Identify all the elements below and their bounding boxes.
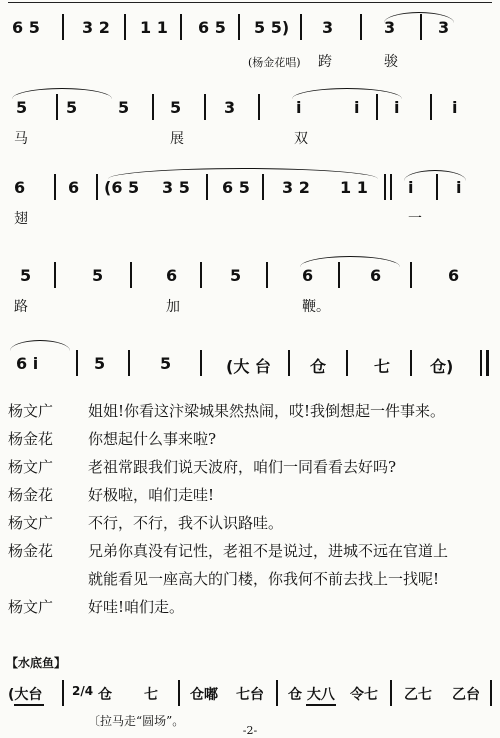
bar-line bbox=[62, 14, 64, 40]
note: 6 5 bbox=[12, 18, 40, 37]
speech-text: 就能看见一座高大的门楼，你我何不前去找上一找呢! bbox=[88, 570, 440, 588]
speech-text: 好哇!咱们走。 bbox=[88, 598, 185, 616]
bar-line bbox=[490, 680, 492, 706]
bar-line bbox=[346, 350, 348, 376]
bar-line bbox=[288, 350, 290, 376]
note: 5 bbox=[160, 354, 172, 373]
note: (6 5 bbox=[104, 178, 140, 197]
note: 5 bbox=[92, 266, 104, 285]
bar-line bbox=[238, 14, 240, 40]
percussion-note: (大台 bbox=[8, 687, 43, 703]
bar-line bbox=[384, 174, 386, 200]
note: 6 bbox=[14, 178, 26, 197]
lyric: 跨 bbox=[318, 54, 332, 70]
bar-line bbox=[258, 94, 260, 120]
note: 3 bbox=[224, 98, 236, 117]
bar-line bbox=[96, 174, 98, 200]
bar-line bbox=[124, 14, 126, 40]
speech-text: 好极啦，咱们走哇! bbox=[88, 486, 215, 504]
speech-text: 兄弟你真没有记性，老祖不是说过，进城不远在官道上 bbox=[88, 542, 449, 560]
bar-line bbox=[152, 94, 154, 120]
slur bbox=[384, 12, 454, 23]
final-bar-line bbox=[480, 350, 482, 376]
note: 3 2 bbox=[82, 18, 110, 37]
speaker-name: 杨金花 bbox=[8, 486, 54, 504]
speaker-name: 杨文广 bbox=[8, 402, 54, 420]
bar-line bbox=[436, 174, 438, 200]
final-bar-line bbox=[486, 350, 489, 376]
beam bbox=[306, 704, 336, 706]
dialogue-line bbox=[8, 512, 492, 540]
bar-line bbox=[300, 14, 302, 40]
note: 1 1 bbox=[140, 18, 168, 37]
note: 3 5 bbox=[162, 178, 190, 197]
note: 3 2 bbox=[282, 178, 310, 197]
slur bbox=[10, 340, 70, 351]
percussion-row bbox=[0, 672, 500, 712]
bar-line bbox=[200, 350, 202, 376]
note: i bbox=[408, 178, 414, 197]
percussion-note: 乙台 bbox=[452, 687, 480, 703]
speech-text: 不行，不行，我不认识路哇。 bbox=[88, 514, 284, 532]
percussion-note: 仓 大八 bbox=[288, 687, 335, 703]
bar-line bbox=[206, 174, 208, 200]
bar-line bbox=[410, 350, 412, 376]
speaker-name: 杨文广 bbox=[8, 514, 54, 532]
percussion-note: 仓嘟 bbox=[190, 687, 218, 703]
note: i bbox=[456, 178, 462, 197]
note: 6 bbox=[68, 178, 80, 197]
note: 6 bbox=[370, 266, 382, 285]
bar-line bbox=[200, 262, 202, 288]
percussion-note: 七台 bbox=[236, 687, 264, 703]
bar-line bbox=[62, 680, 64, 706]
note: 3 bbox=[438, 18, 450, 37]
note: 6 bbox=[448, 266, 460, 285]
stage-direction: 〔拉马走“圆场”。 bbox=[88, 714, 185, 728]
lyric: 骏 bbox=[384, 54, 398, 70]
note: i bbox=[296, 98, 302, 117]
speech-text: 你想起什么事来啦? bbox=[88, 430, 217, 448]
note: 5 bbox=[94, 354, 106, 373]
score-row-2 bbox=[0, 82, 500, 152]
dialogue-line bbox=[8, 484, 492, 512]
lyric: 马 bbox=[14, 131, 28, 147]
bar-line bbox=[430, 94, 432, 120]
note: 6 5 bbox=[222, 178, 250, 197]
dialogue-block bbox=[8, 400, 492, 624]
dialogue-line bbox=[8, 540, 492, 568]
note: 6 bbox=[302, 266, 314, 285]
note: 3 bbox=[322, 18, 334, 37]
singer-label: (杨金花唱) bbox=[248, 56, 301, 69]
bar-line bbox=[76, 350, 78, 376]
dialogue-line bbox=[8, 568, 492, 596]
percussion-note: 七 bbox=[144, 687, 158, 703]
percussion-note: 仓 bbox=[98, 687, 112, 703]
bar-line bbox=[178, 680, 180, 706]
note: 5 bbox=[16, 98, 28, 117]
note: 仓) bbox=[430, 357, 454, 376]
lyric: 翅 bbox=[14, 211, 28, 227]
bar-line bbox=[360, 14, 362, 40]
tune-name: 【水底鱼】 bbox=[6, 656, 67, 670]
score-row-5 bbox=[0, 336, 500, 386]
speech-text: 姐姐!你看这汴梁城果然热闹，哎!我倒想起一件事来。 bbox=[88, 402, 446, 420]
speaker-name: 杨文广 bbox=[8, 458, 54, 476]
note: 3 bbox=[384, 18, 396, 37]
bar-line bbox=[338, 262, 340, 288]
lyric: 双 bbox=[294, 131, 308, 147]
bar-line bbox=[180, 14, 182, 40]
percussion-note: 令七 bbox=[350, 687, 378, 703]
time-signature: 2/4 bbox=[72, 684, 94, 698]
bar-line bbox=[56, 94, 58, 120]
lyric: 一 bbox=[408, 211, 422, 227]
speaker-name: 杨金花 bbox=[8, 430, 54, 448]
page-number: -2- bbox=[242, 724, 258, 737]
note: 5 bbox=[118, 98, 130, 117]
note: 5 bbox=[20, 266, 32, 285]
lyric: 鞭。 bbox=[302, 299, 330, 315]
speaker-name: 杨文广 bbox=[8, 598, 54, 616]
note: 5 bbox=[66, 98, 78, 117]
score-row-4 bbox=[0, 250, 500, 320]
dialogue-line bbox=[8, 428, 492, 456]
lyric: 加 bbox=[166, 299, 180, 315]
note: 七 bbox=[374, 357, 391, 376]
note: 5 5) bbox=[254, 18, 290, 37]
note: 6 bbox=[166, 266, 178, 285]
bar-line bbox=[130, 262, 132, 288]
bar-line bbox=[262, 174, 264, 200]
dialogue-line bbox=[8, 596, 492, 624]
lyric: 路 bbox=[14, 299, 28, 315]
slur bbox=[292, 88, 402, 99]
dialogue-line bbox=[8, 400, 492, 428]
bar-line bbox=[266, 262, 268, 288]
note: i bbox=[394, 98, 400, 117]
bar-line bbox=[54, 174, 56, 200]
bar-line bbox=[376, 94, 378, 120]
note: 5 bbox=[230, 266, 242, 285]
score-row-3 bbox=[0, 166, 500, 236]
note: 仓 bbox=[310, 357, 327, 376]
bar-line bbox=[390, 174, 392, 200]
note: 1 1 bbox=[340, 178, 368, 197]
bar-line bbox=[276, 680, 278, 706]
percussion-note: 乙七 bbox=[404, 687, 432, 703]
score-top-rule bbox=[8, 2, 492, 3]
score-row-1 bbox=[0, 8, 500, 78]
slur bbox=[300, 256, 400, 267]
bar-line bbox=[410, 262, 412, 288]
bar-line bbox=[128, 350, 130, 376]
note: 6 i bbox=[16, 354, 39, 373]
bar-line bbox=[390, 680, 392, 706]
dialogue-line bbox=[8, 456, 492, 484]
bar-line bbox=[54, 262, 56, 288]
speaker-name: 杨金花 bbox=[8, 542, 54, 560]
lyric: 展 bbox=[170, 131, 184, 147]
note: i bbox=[452, 98, 458, 117]
note: 6 5 bbox=[198, 18, 226, 37]
note: (大 台 bbox=[226, 357, 271, 376]
note: 5 bbox=[170, 98, 182, 117]
speech-text: 老祖常跟我们说天波府，咱们一同看看去好吗? bbox=[88, 458, 397, 476]
beam bbox=[14, 704, 44, 706]
note: i bbox=[354, 98, 360, 117]
bar-line bbox=[204, 94, 206, 120]
